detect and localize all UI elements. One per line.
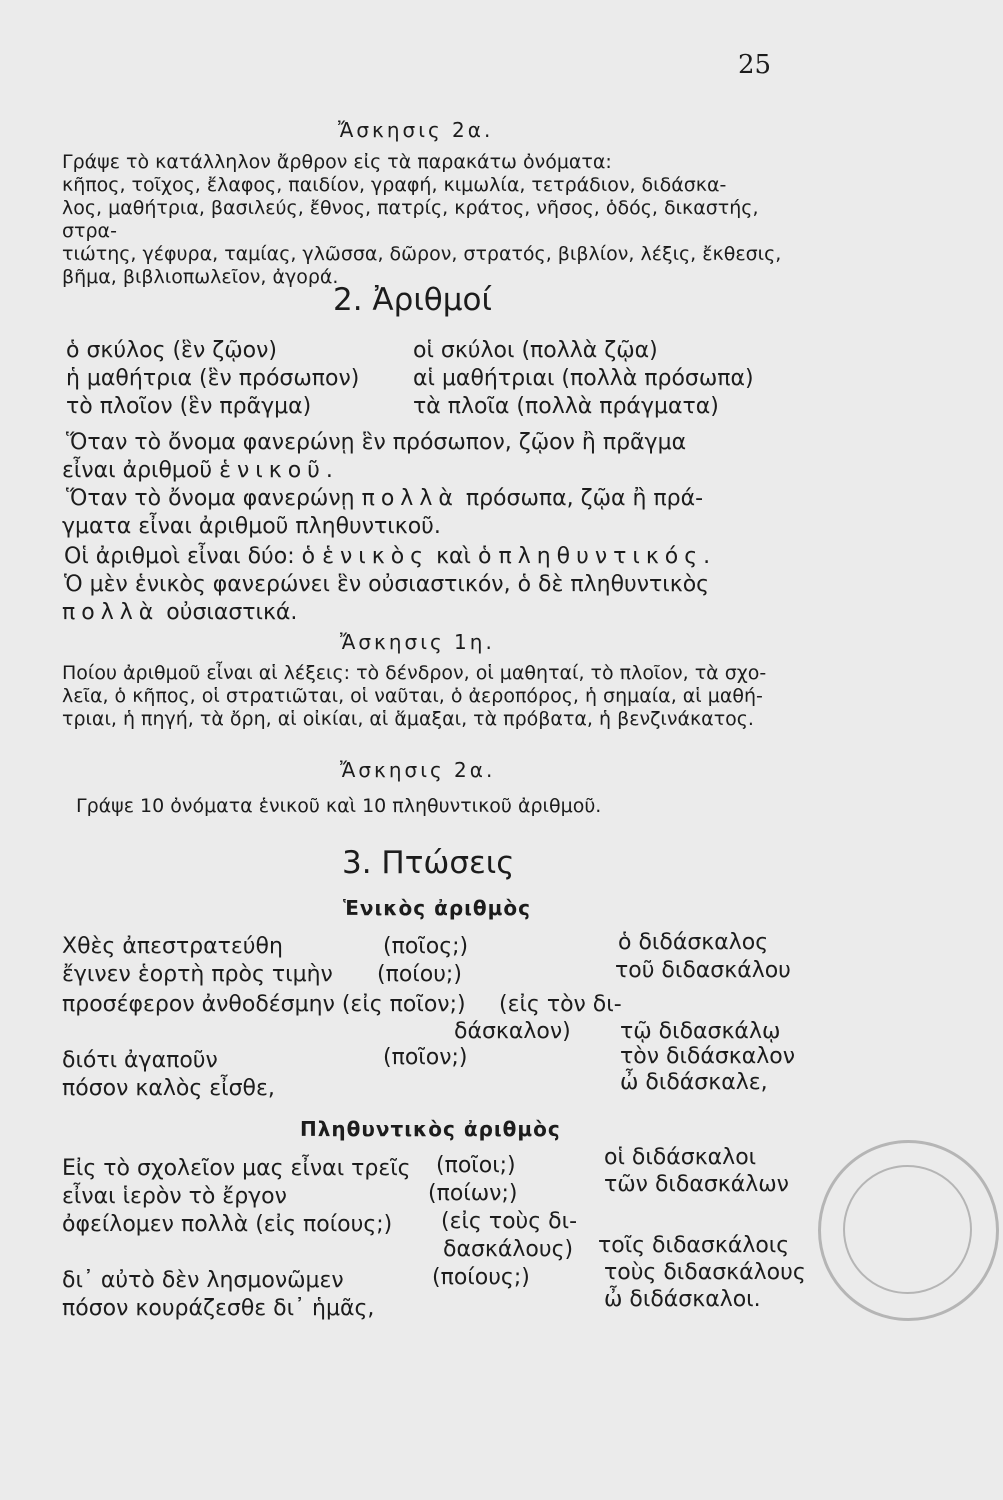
- case-form: ὦ διδάσκαλε,: [620, 1070, 768, 1095]
- emphasized-term: πολλὰ: [361, 486, 459, 511]
- library-stamp-icon: [818, 1140, 999, 1321]
- stamp-inner-ring: [843, 1165, 972, 1294]
- rule-text: [66, 486, 703, 511]
- rule-text: γματα εἶναι ἀριθμοῦ πληθυντικοῦ.: [62, 514, 441, 539]
- exercise-line: κῆπος, τοῖχος, ἔλαφος, παιδίον, γραφή, κιμωλία, τετράδιον, διδάσκα-: [62, 174, 727, 196]
- plural-subtitle: Πληθυντικὸς ἀριθμὸς: [300, 1117, 561, 1141]
- case-form: τὸν διδάσκαλον: [620, 1044, 796, 1069]
- singular-subtitle: Ἑνικὸς ἀριθμὸς: [343, 896, 531, 920]
- case-question: (εἰς τὸν δι-: [499, 992, 622, 1017]
- exercise-line: βῆμα, βιβλιοπωλεῖον, ἀγορά.: [62, 266, 339, 288]
- exercise-line: λεῖα, ὁ κῆπος, οἱ στρατιῶται, οἱ ναῦται, ὁ ἀεροπόρος, ἡ σημαία, αἱ μαθή-: [62, 685, 763, 707]
- case-form: ὦ διδάσκαλοι.: [604, 1287, 761, 1312]
- exercise-line: τιώτης, γέφυρα, ταμίας, γλῶσσα, δῶρον, στρατός, βιβλίον, λέξις, ἔκθεσις,: [62, 243, 782, 265]
- emphasized-term: πολλὰ: [62, 600, 160, 625]
- case-form: τοῦ διδασκάλου: [615, 958, 791, 983]
- exercise-text: [62, 151, 802, 289]
- case-sentence: Εἰς τὸ σχολεῖον μας εἶναι τρεῖς: [62, 1156, 411, 1181]
- page-number: 25: [738, 50, 772, 80]
- case-form: τοῖς διδασκάλοις: [598, 1233, 790, 1258]
- example-plural: τὰ πλοῖα (πολλὰ πράγματα): [413, 394, 719, 419]
- example-singular: ἡ μαθήτρια (ἓν πρόσωπον): [66, 366, 360, 391]
- rule-text: Ὁ μὲν ἑνικὸς φανερώνει ἓν οὐσιαστικόν, ὁ δὲ πληθυντικὸς: [64, 572, 710, 597]
- exercise-line: Γράψε τὸ κατάλληλον ἄρθρον εἰς τὰ παρακάτω ὀνόματα:: [62, 151, 612, 173]
- exercise-title: Ἄσκησις 1η.: [340, 630, 495, 654]
- exercise-title: Ἄσκησις 2α.: [340, 758, 496, 782]
- rule-text: [64, 544, 716, 569]
- case-question: (ποίων;): [428, 1181, 518, 1206]
- rule-text-part: Ὅταν τὸ ὄνομα φανερώνῃ: [66, 486, 355, 511]
- exercise-line: λος, μαθήτρια, βασιλεύς, ἔθνος, πατρίς, κράτος, νῆσος, ὁδός, δικαστής, στρα-: [62, 197, 759, 242]
- case-sentence: ἔγινεν ἑορτὴ πρὸς τιμὴν: [62, 962, 333, 987]
- emphasized-term: ἑνικὸς: [322, 544, 430, 569]
- rule-text: [62, 458, 339, 483]
- exercise-line: Γράψε 10 ὀνόματα ἑνικοῦ καὶ 10 πληθυντικοῦ ἀριθμοῦ.: [76, 795, 602, 817]
- case-sentence: διότι ἀγαποῦν: [62, 1048, 218, 1073]
- case-form: οἱ διδάσκαλοι: [604, 1145, 757, 1170]
- exercise-line: Ποίου ἀριθμοῦ εἶναι αἱ λέξεις: τὸ δένδρον, οἱ μαθηταί, τὸ πλοῖον, τὰ σχο-: [62, 662, 767, 684]
- section-heading: 2. Ἀριθμοί: [333, 282, 492, 318]
- case-question: (ποίους;): [432, 1265, 530, 1290]
- case-question: (ποῖον;): [383, 1045, 468, 1070]
- example-plural: οἱ σκύλοι (πολλὰ ζῷα): [413, 338, 658, 363]
- case-form: τῶν διδασκάλων: [604, 1172, 789, 1197]
- example-singular: ὁ σκύλος (ἓν ζῷον): [66, 338, 277, 363]
- section-heading: 3. Πτώσεις: [342, 845, 515, 881]
- emphasized-term: πληθυντικός.: [498, 544, 717, 569]
- rule-text: [62, 600, 297, 625]
- case-sentence: δι᾿ αὐτὸ δὲν λησμονῶμεν: [62, 1268, 344, 1293]
- example-plural: αἱ μαθήτριαι (πολλὰ πρόσωπα): [413, 366, 754, 391]
- case-sentence: πόσον καλὸς εἶσθε,: [62, 1076, 275, 1101]
- case-question: (ποῖος;): [383, 934, 469, 959]
- exercise-line: τριαι, ἡ πηγή, τὰ ὄρη, αἱ οἰκίαι, αἱ ἅμαξαι, τὰ πρόβατα, ἡ βενζινάκατος.: [62, 708, 754, 730]
- rule-text-part: εἶναι ἀριθμοῦ: [62, 458, 213, 483]
- case-question: δασκάλους): [443, 1237, 574, 1262]
- case-sentence: εἶναι ἱερὸν τὸ ἔργον: [62, 1184, 287, 1209]
- emphasized-term: ἑνικοῦ.: [219, 458, 339, 483]
- rule-text-part: πρόσωπα, ζῷα ἢ πρά-: [465, 486, 704, 511]
- exercise-text: [62, 662, 802, 731]
- case-question: (ποίου;): [377, 962, 462, 987]
- rule-text-part: Οἱ ἀριθμοὶ εἶναι δύο: ὁ: [64, 544, 316, 569]
- case-sentence: ὀφείλομεν πολλὰ (εἰς ποίους;): [62, 1212, 393, 1237]
- case-form: τοὺς διδασκάλους: [604, 1260, 806, 1285]
- case-sentence: προσέφερον ἀνθοδέσμην (εἰς ποῖον;): [62, 992, 466, 1017]
- exercise-title: Ἄσκησις 2α.: [338, 118, 494, 142]
- case-sentence: πόσον κουράζεσθε δι᾿ ἡμᾶς,: [62, 1296, 375, 1321]
- case-form: ὁ διδάσκαλος: [618, 930, 769, 955]
- case-form: τῷ διδασκάλῳ: [620, 1019, 781, 1044]
- rule-text-part: καὶ ὁ: [436, 544, 492, 569]
- rule-text: Ὅταν τὸ ὄνομα φανερώνῃ ἓν πρόσωπον, ζῷον ἢ πρᾶγμα: [66, 430, 687, 455]
- case-question: (ποῖοι;): [436, 1153, 516, 1178]
- rule-text-part: οὐσιαστικά.: [166, 600, 298, 625]
- case-question: (εἰς τοὺς δι-: [441, 1209, 578, 1234]
- example-singular: τὸ πλοῖον (ἓν πρᾶγμα): [66, 394, 312, 419]
- case-sentence: Χθὲς ἀπεστρατεύθη: [62, 934, 283, 959]
- case-question: δάσκαλον): [454, 1019, 571, 1044]
